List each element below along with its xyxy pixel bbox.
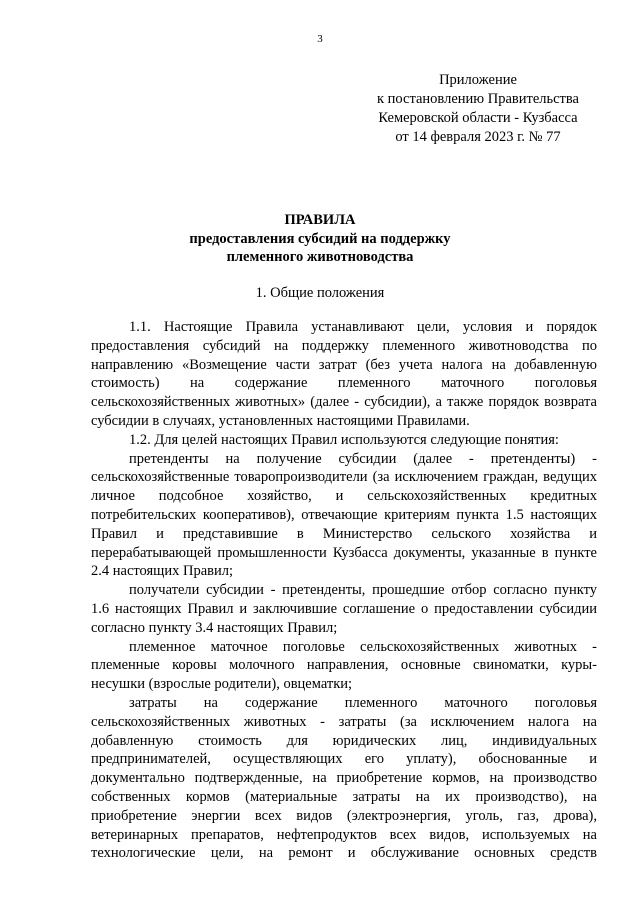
title-line-1: ПРАВИЛА — [284, 212, 356, 228]
page-number: 3 — [317, 33, 323, 45]
paragraph-applicants: претенденты на получение субсидии (далее - претенденты) - сельскохозяйственные товаропроизводители (за исключением граждан, ведущих личное подсобное хозяйство, и сельскохозяйственных кредитных потребительских кооперативов), отвечающие критериям пункта 1.5 настоящих Правил и представившие в Министерство сельского хозяйства и перерабатывающей промышленности Кузбасса документы, указанные в пункте 2.4 настоящих Правил; — [91, 450, 597, 580]
paragraph-1-2: 1.2. Для целей настоящих Правил используются следующие понятия: — [129, 431, 559, 448]
body-text — [91, 318, 597, 863]
appendix-header — [360, 71, 596, 147]
paragraph-1-1: 1.1. Настоящие Правила устанавливают цели, условия и порядок предоставления субсидий на поддержку племенного животноводства по направлению «Возмещение части затрат (без учета налога на добавленную стоимость) на содержание племенного маточного поголовья сельскохозяйственных животных» (далее - субсидии), а также порядок возврата субсидии в случаях, установленных настоящими Правилами. — [91, 319, 597, 429]
paragraph-breeding-stock: племенное маточное поголовье сельскохозяйственных животных - племенные коровы молочного направления, основные свиноматки, куры-несушки (взрослые родители), овцематки; — [91, 638, 597, 693]
title-line-3: племенного животноводства — [226, 249, 414, 265]
paragraph-costs: затраты на содержание племенного маточного поголовья сельскохозяйственных животных - затраты (за исключением налога на добавленную стоимость для юридических лиц, индивидуальных предпринимателей, осуществляющих его уплату), обоснованные и документально подтвержденные, на приобретение кормов, на производство собственных кормов (материальные затраты на их производство), на приобретение энергии всех видов (электроэнергия, уголь, газ, дрова), ветеринарных препаратов, нефтепродуктов всех видов, используемых на технологические цели, на ремонт и обслуживание основных средств — [91, 694, 597, 862]
title-line-2: предоставления субсидий на поддержку — [189, 230, 451, 247]
appendix-line-3: Кемеровской области - Кузбасса — [378, 110, 578, 126]
section-heading: 1. Общие положения — [255, 285, 385, 301]
appendix-line-1: Приложение — [439, 72, 517, 88]
appendix-line-2: к постановлению Правительства — [377, 91, 579, 107]
document-title — [0, 211, 640, 267]
paragraph-recipients: получатели субсидии - претенденты, прошедшие отбор согласно пункту 1.6 настоящих Правил и заключившие соглашение о предоставлении субсидии согласно пункту 3.4 настоящих Правил; — [91, 582, 597, 636]
appendix-line-4: от 14 февраля 2023 г. № 77 — [395, 129, 561, 145]
